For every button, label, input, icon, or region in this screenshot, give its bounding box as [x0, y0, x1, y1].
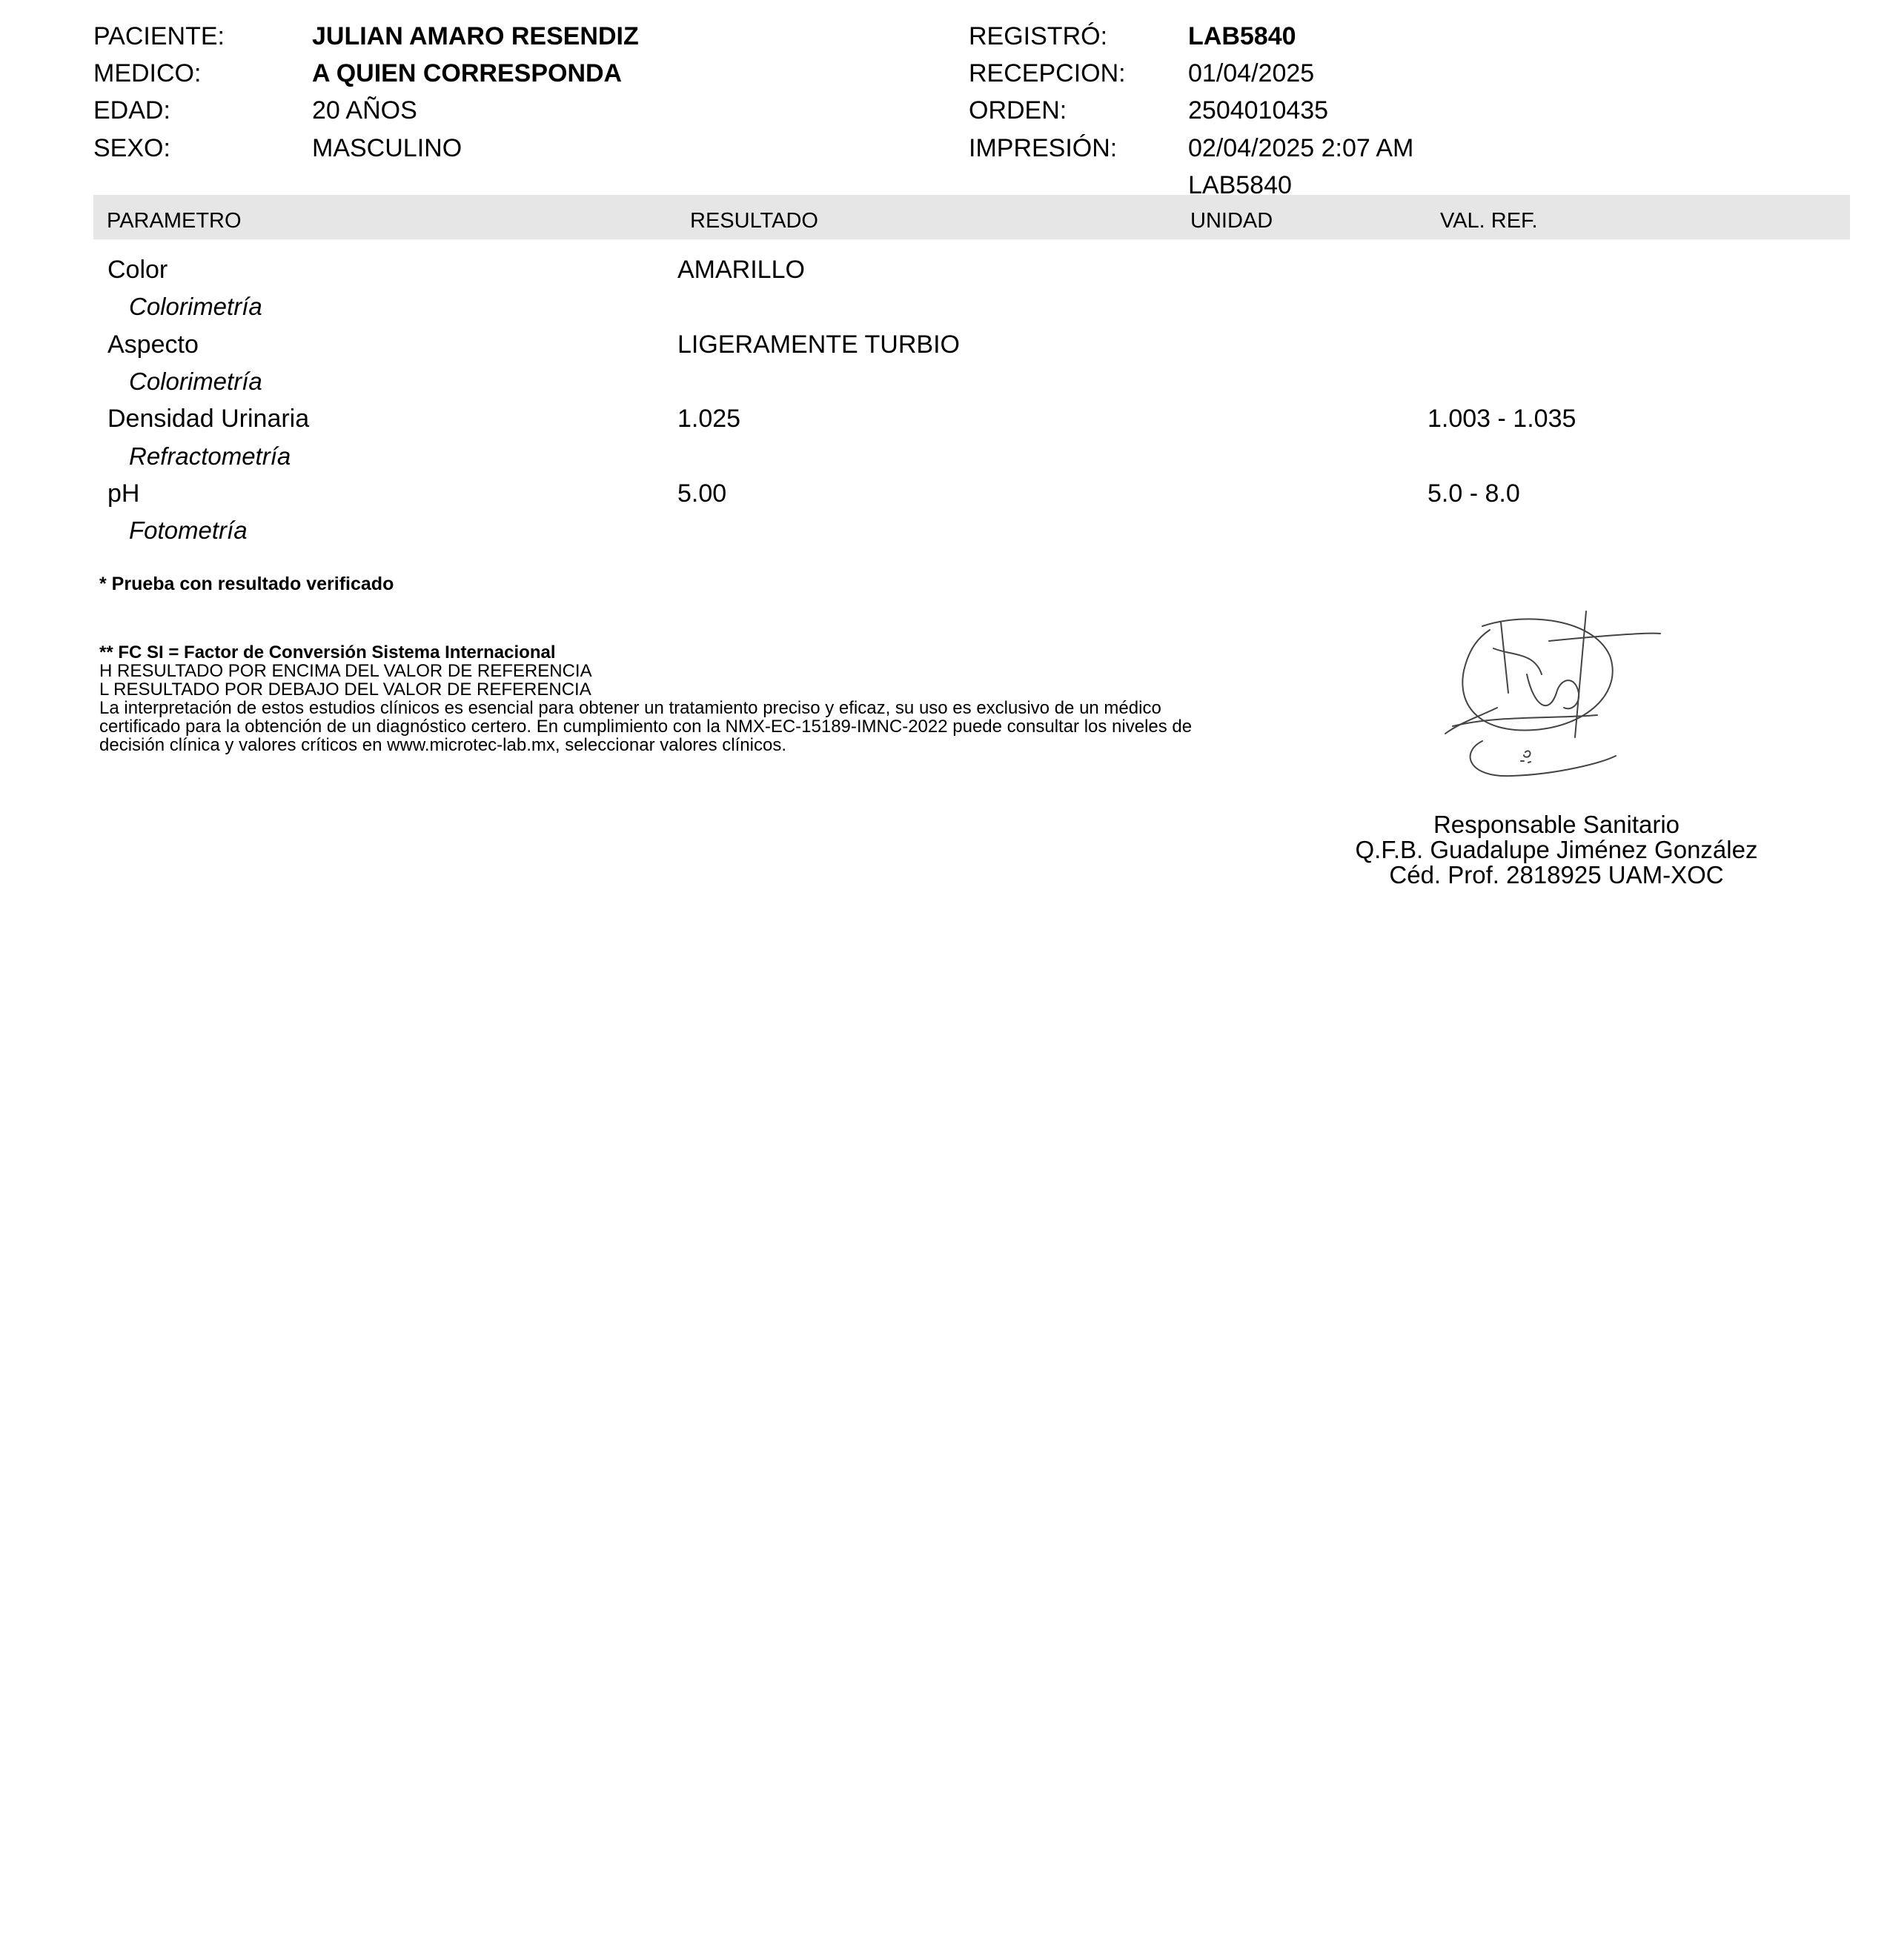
- label-edad: EDAD:: [93, 96, 170, 124]
- header-resultado: RESULTADO: [690, 209, 818, 233]
- row-valref: 1.003 - 1.035: [1428, 405, 1576, 433]
- value-impresion-user: LAB5840: [1188, 171, 1292, 199]
- signature-title: Responsable Sanitario: [1433, 811, 1680, 838]
- row-resultado: LIGERAMENTE TURBIO: [677, 330, 960, 359]
- row-parametro: Color: [107, 256, 168, 284]
- value-registro: LAB5840: [1188, 22, 1296, 50]
- disclaimer-line-1: La interpretación de estos estudios clínicos es esencial para obtener un tratamiento preciso y eficaz, su uso es exclusivo de un médico: [99, 698, 1161, 718]
- value-edad: 20 AÑOS: [312, 96, 417, 124]
- verified-note: * Prueba con resultado verificado: [99, 574, 394, 594]
- h-note: H RESULTADO POR ENCIMA DEL VALOR DE REFERENCIA: [99, 661, 592, 681]
- label-registro: REGISTRÓ:: [969, 22, 1108, 50]
- row-parametro: Aspecto: [107, 330, 199, 359]
- signature-license: Céd. Prof. 2818925 UAM-XOC: [1389, 861, 1724, 888]
- row-metodo: Colorimetría: [129, 293, 262, 320]
- disclaimer-line-2: certificado para la obtención de un diagnóstico certero. En cumplimiento con la NMX-EC-15189-IMNC-2022 puede consultar los niveles de: [99, 717, 1193, 737]
- fc-si-note: ** FC SI = Factor de Conversión Sistema Internacional: [99, 642, 556, 662]
- row-resultado: 5.00: [677, 479, 727, 508]
- row-parametro: Densidad Urinaria: [107, 405, 310, 433]
- disclaimer-line-3: decisión clínica y valores críticos en www.microtec-lab.mx, seleccionar valores clínicos.: [99, 735, 786, 755]
- header-unidad: UNIDAD: [1190, 209, 1273, 233]
- row-metodo: Colorimetría: [129, 368, 262, 395]
- value-paciente: JULIAN AMARO RESENDIZ: [312, 22, 639, 50]
- header-valref: VAL. REF.: [1440, 209, 1538, 233]
- footnotes: [99, 643, 1192, 754]
- value-sexo: MASCULINO: [312, 134, 462, 162]
- value-orden: 2504010435: [1188, 96, 1329, 124]
- value-medico: A QUIEN CORRESPONDA: [312, 59, 623, 87]
- value-impresion: 02/04/2025 2:07 AM: [1188, 134, 1414, 162]
- header-parametro: PARAMETRO: [107, 209, 242, 233]
- label-recepcion: RECEPCION:: [969, 59, 1126, 87]
- row-parametro: pH: [107, 479, 140, 508]
- label-orden: ORDEN:: [969, 96, 1067, 124]
- row-valref: 5.0 - 8.0: [1428, 479, 1520, 508]
- value-recepcion: 01/04/2025: [1188, 59, 1315, 87]
- handwritten-signature: [1438, 604, 1682, 797]
- label-impresion: IMPRESIÓN:: [969, 134, 1118, 162]
- label-paciente: PACIENTE:: [93, 22, 225, 50]
- table-header-bar: [93, 195, 1850, 239]
- row-metodo: Fotometría: [129, 516, 248, 544]
- label-medico: MEDICO:: [93, 59, 202, 87]
- row-metodo: Refractometría: [129, 442, 291, 470]
- l-note: L RESULTADO POR DEBAJO DEL VALOR DE REFERENCIA: [99, 680, 591, 700]
- row-resultado: AMARILLO: [677, 256, 805, 284]
- row-resultado: 1.025: [677, 405, 741, 433]
- label-sexo: SEXO:: [93, 134, 170, 162]
- signature-name: Q.F.B. Guadalupe Jiménez González: [1355, 836, 1758, 863]
